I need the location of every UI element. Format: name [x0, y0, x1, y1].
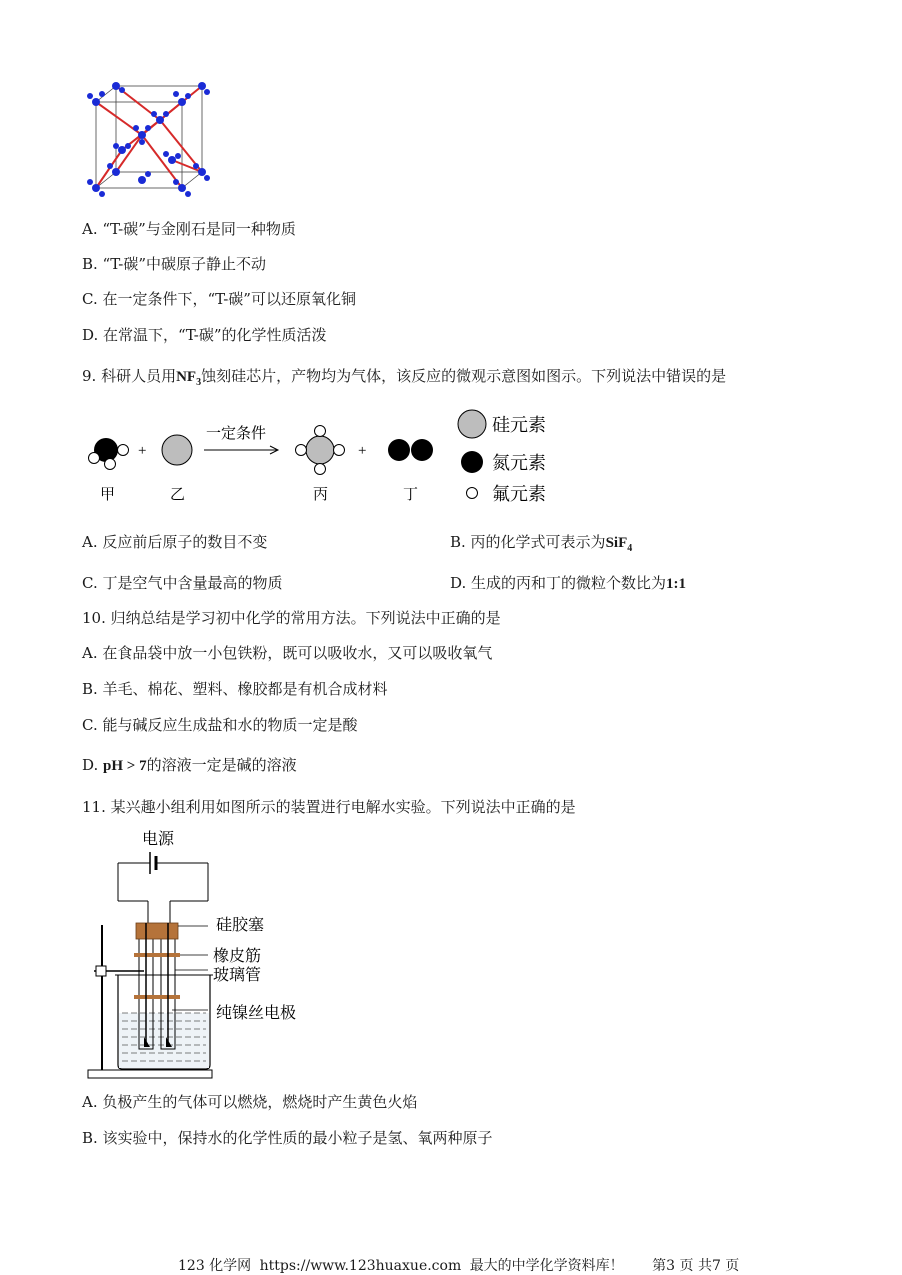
q8-option-c: C. 在一定条件下，“T-碳”可以还原氧化铜: [82, 290, 356, 308]
legend-fluorine: 氟元素: [492, 484, 546, 505]
q9-option-b: B. 丙的化学式可表示为SiF$_4$: [450, 533, 633, 554]
label-power: 电源: [142, 829, 175, 848]
molecule-bing: [296, 426, 345, 475]
q8-option-b: B. “T-碳”中碳原子静止不动: [82, 255, 267, 273]
q10-option-a: A. 在食品袋中放一小包铁粉，既可以吸收水，又可以吸收氧气: [82, 644, 493, 662]
plus-sign: +: [138, 443, 147, 459]
q9-stem: 9. 科研人员用$NF_3$蚀刻硅芯片，产物均为气体，该反应的微观示意图如图示。下列说法中错误的是: [82, 367, 727, 388]
page-footer: [178, 1255, 743, 1275]
arrow-label: 一定条件: [206, 424, 267, 442]
q9-option-c: C. 丁是空气中含量最高的物质: [82, 574, 283, 592]
legend-silicon: 硅元素: [492, 415, 546, 436]
nf3-formula: $NF_3$: [176, 369, 202, 388]
label-jia: 甲: [100, 485, 116, 503]
footer-site: 123 化学网: [178, 1258, 252, 1274]
q9-option-d: D. 生成的丙和丁的微粒个数比为1:1: [450, 574, 687, 592]
label-glass-tube: 玻璃管: [213, 965, 262, 984]
q11-option-b: B. 该实验中，保持水的化学性质的最小粒子是氢、氧两种原子: [82, 1129, 493, 1147]
label-ding: 丁: [403, 485, 419, 503]
plus-sign-2: +: [358, 443, 367, 459]
q9-option-a: A. 反应前后原子的数目不变: [82, 533, 268, 551]
label-rubber-band: 橡皮筋: [213, 946, 262, 965]
q11-stem: 11. 某兴趣小组利用如图所示的装置进行电解水实验。下列说法中正确的是: [82, 798, 576, 816]
electrolysis-apparatus: [82, 825, 362, 1085]
q10-option-c: C. 能与碱反应生成盐和水的物质一定是酸: [82, 716, 358, 734]
footer-page-number: 第3 页 共7 页: [652, 1258, 740, 1274]
footer-url[interactable]: https://www.123huaxue.com: [259, 1258, 462, 1274]
q11-option-a: A. 负极产生的气体可以燃烧，燃烧时产生黄色火焰: [82, 1093, 418, 1111]
q10-option-b: B. 羊毛、棉花、塑料、橡胶都是有机合成材料: [82, 680, 388, 698]
label-yi: 乙: [170, 485, 186, 503]
label-electrode: 纯镍丝电极: [216, 1003, 297, 1022]
q10-stem: 10. 归纳总结是学习初中化学的常用方法。下列说法中正确的是: [82, 609, 501, 627]
q10-option-d: D. pH > 7的溶液一定是碱的溶液: [82, 756, 297, 774]
q8-option-d: D. 在常温下，“T-碳”的化学性质活泼: [82, 326, 327, 344]
footer-slogan: 最大的中学化学资料库！: [469, 1258, 624, 1274]
label-stopper: 硅胶塞: [216, 915, 265, 934]
q8-option-a: A. “T-碳”与金刚石是同一种物质: [82, 220, 296, 238]
reaction-micro-diagram: [82, 405, 582, 510]
molecule-ding: [388, 439, 433, 461]
legend-nitrogen: 氮元素: [492, 453, 546, 474]
label-bing: 丙: [313, 485, 329, 503]
t-carbon-structure-image: [82, 80, 212, 200]
molecule-jia: [89, 438, 129, 470]
molecule-yi: [162, 435, 192, 465]
